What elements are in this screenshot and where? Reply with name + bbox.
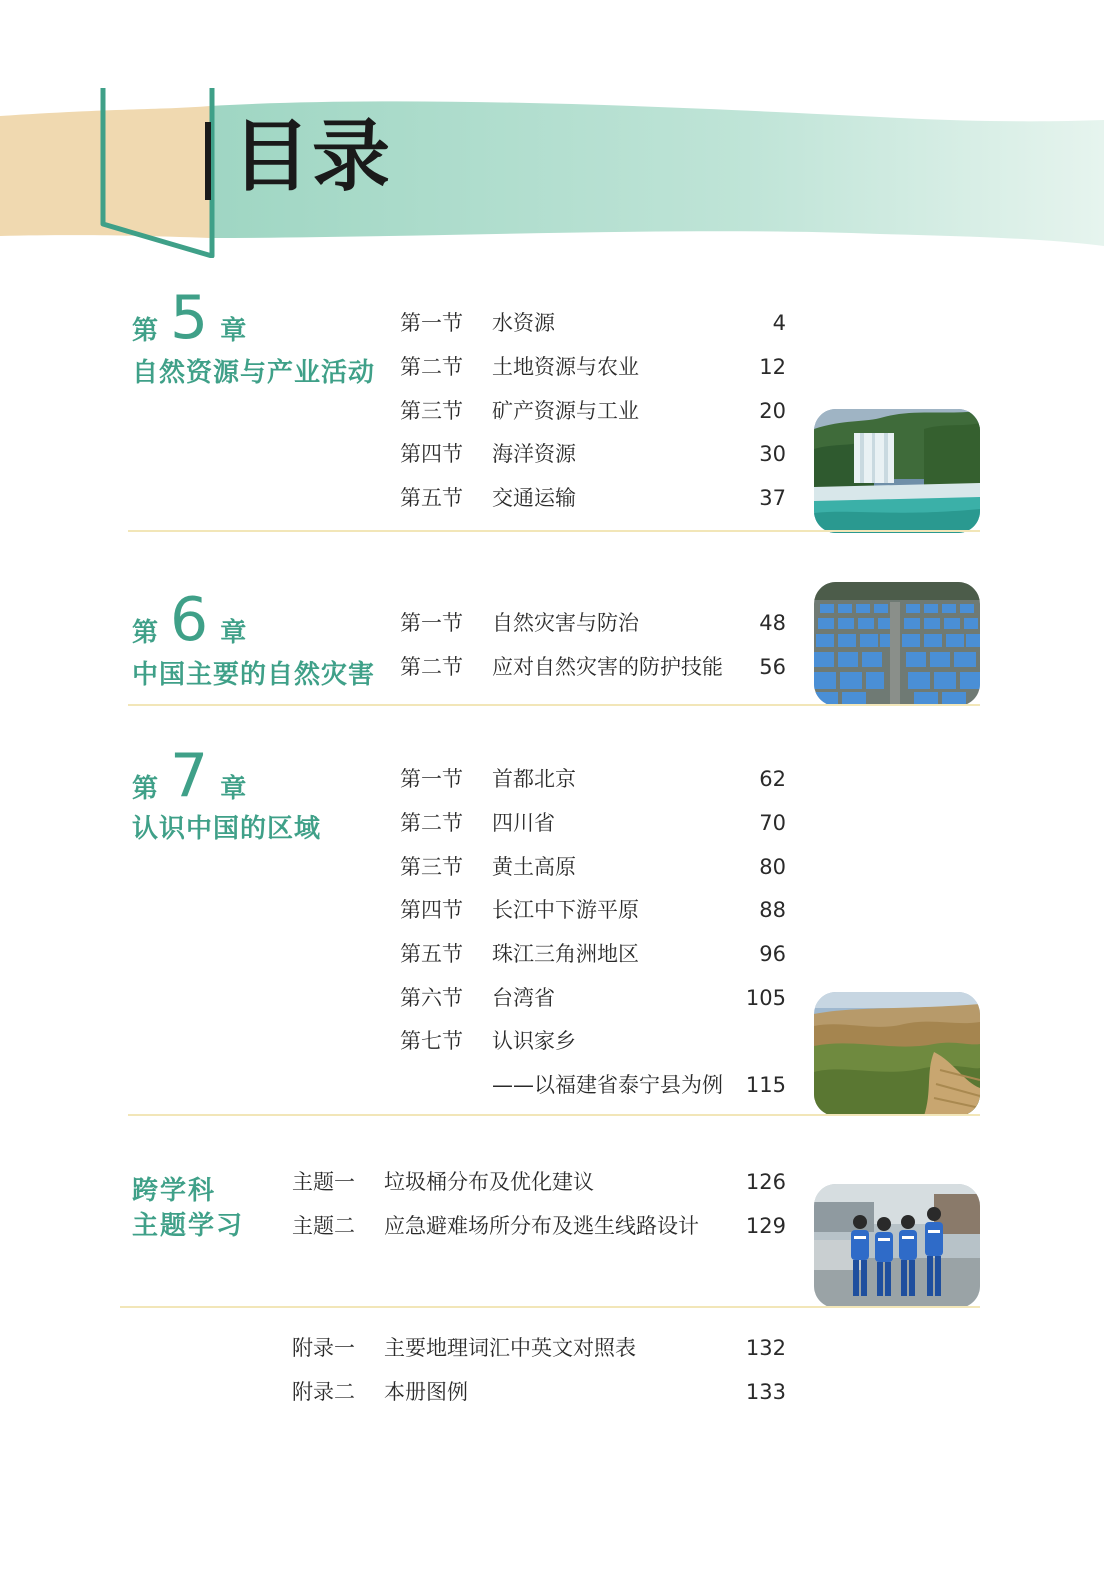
divider [120,1306,980,1308]
students-photo [814,1184,980,1308]
section-label: 第二节 [400,355,463,379]
chapter-number: 5 [170,283,209,353]
page-number: 80 [759,855,786,879]
page-number: 132 [745,1336,786,1360]
page-number: 70 [759,811,786,835]
page-title: 目录 [232,111,393,202]
page-number: 115 [745,1073,786,1097]
section-label: 第三节 [400,399,463,423]
section-name: 交通运输 [492,486,576,510]
toc-entry[interactable] [400,395,786,427]
chapter-5-number [132,283,247,353]
chapter-number: 7 [170,741,209,811]
chapter-5-title[interactable]: 自然资源与产业活动 [132,358,376,388]
toc-entry[interactable] [400,307,786,339]
page-number: 88 [759,898,786,922]
section-label: 第三节 [400,855,463,879]
toc-entry[interactable] [400,438,786,470]
toc-entry[interactable] [400,938,786,970]
section-label: 第一节 [400,611,463,635]
cross-subject-title-line1[interactable]: 跨学科 [132,1176,217,1206]
toc-entry[interactable] [292,1376,786,1408]
page-number: 62 [759,767,786,791]
toc-entry[interactable] [400,894,786,926]
toc-entry[interactable] [400,851,786,883]
topic-name: 垃圾桶分布及优化建议 [384,1170,594,1194]
page-number: 96 [759,942,786,966]
section-label: 第五节 [400,942,463,966]
appendix-label: 附录二 [292,1380,355,1404]
section-label: 第七节 [400,1029,463,1053]
toc-entry[interactable] [400,763,786,795]
chapter-suffix: 章 [220,316,247,346]
waterfall-photo [814,409,980,533]
page-number: 129 [745,1214,786,1238]
appendix-label: 附录一 [292,1336,355,1360]
section-name: 首都北京 [492,767,576,791]
section-label: 第五节 [400,486,463,510]
page-number: 48 [759,611,786,635]
divider [128,530,980,532]
section-name: 应对自然灾害的防护技能 [492,655,723,679]
section-label: 第一节 [400,767,463,791]
relief-tents-photo [814,582,980,706]
section-name: 自然灾害与防治 [492,611,639,635]
page-number: 20 [759,399,786,423]
topic-label: 主题二 [292,1214,355,1238]
toc-entry[interactable] [400,982,786,1014]
page-number: 4 [772,311,786,335]
toc-entry-subtitle[interactable] [400,1069,786,1101]
loess-plateau-photo [814,992,980,1116]
section-label: 第二节 [400,655,463,679]
section-name: 长江中下游平原 [492,898,639,922]
section-name: 四川省 [492,811,555,835]
chapter-7-number [132,741,247,811]
toc-entry[interactable] [400,1025,786,1057]
section-label: 第六节 [400,986,463,1010]
section-name: 水资源 [492,311,555,335]
section-label: 第四节 [400,898,463,922]
chapter-suffix: 章 [220,618,247,648]
appendix-name: 主要地理词汇中英文对照表 [384,1336,636,1360]
section-name: 黄土高原 [492,855,576,879]
toc-entry[interactable] [400,607,786,639]
chapter-number: 6 [170,585,209,655]
toc-entry[interactable] [400,351,786,383]
section-label: 第一节 [400,311,463,335]
toc-entry[interactable] [292,1166,786,1198]
chapter-prefix: 第 [132,618,159,648]
section-label: 第二节 [400,811,463,835]
chapter-suffix: 章 [220,774,247,804]
divider [128,1114,980,1116]
page-number: 30 [759,442,786,466]
toc-entry[interactable] [400,482,786,514]
section-name: 珠江三角洲地区 [492,942,639,966]
divider [128,704,980,706]
appendix-name: 本册图例 [384,1380,468,1404]
page-number: 126 [745,1170,786,1194]
topic-label: 主题一 [292,1170,355,1194]
chapter-prefix: 第 [132,316,159,346]
chapter-6-number [132,585,247,655]
section-name: 土地资源与农业 [492,355,639,379]
page-number: 56 [759,655,786,679]
toc-entry[interactable] [400,651,786,683]
chapter-prefix: 第 [132,774,159,804]
toc-entry[interactable] [292,1332,786,1364]
page-number: 133 [745,1380,786,1404]
cross-subject-title-line2[interactable]: 主题学习 [132,1211,245,1241]
section-name: 台湾省 [492,986,555,1010]
chapter-7-title[interactable]: 认识中国的区域 [132,814,322,844]
section-label: 第四节 [400,442,463,466]
header-banner [0,88,1104,258]
topic-name: 应急避难场所分布及逃生线路设计 [384,1214,699,1238]
toc-entry[interactable] [400,807,786,839]
toc-entry[interactable] [292,1210,786,1242]
section-name: 海洋资源 [492,442,576,466]
section-name: 认识家乡 [492,1029,576,1053]
page-number: 37 [759,486,786,510]
section-subtitle: ——以福建省泰宁县为例 [492,1073,723,1097]
page-number: 12 [759,355,786,379]
page-number: 105 [745,986,786,1010]
chapter-6-title[interactable]: 中国主要的自然灾害 [132,660,376,690]
section-name: 矿产资源与工业 [492,399,639,423]
title-bar [205,122,211,200]
